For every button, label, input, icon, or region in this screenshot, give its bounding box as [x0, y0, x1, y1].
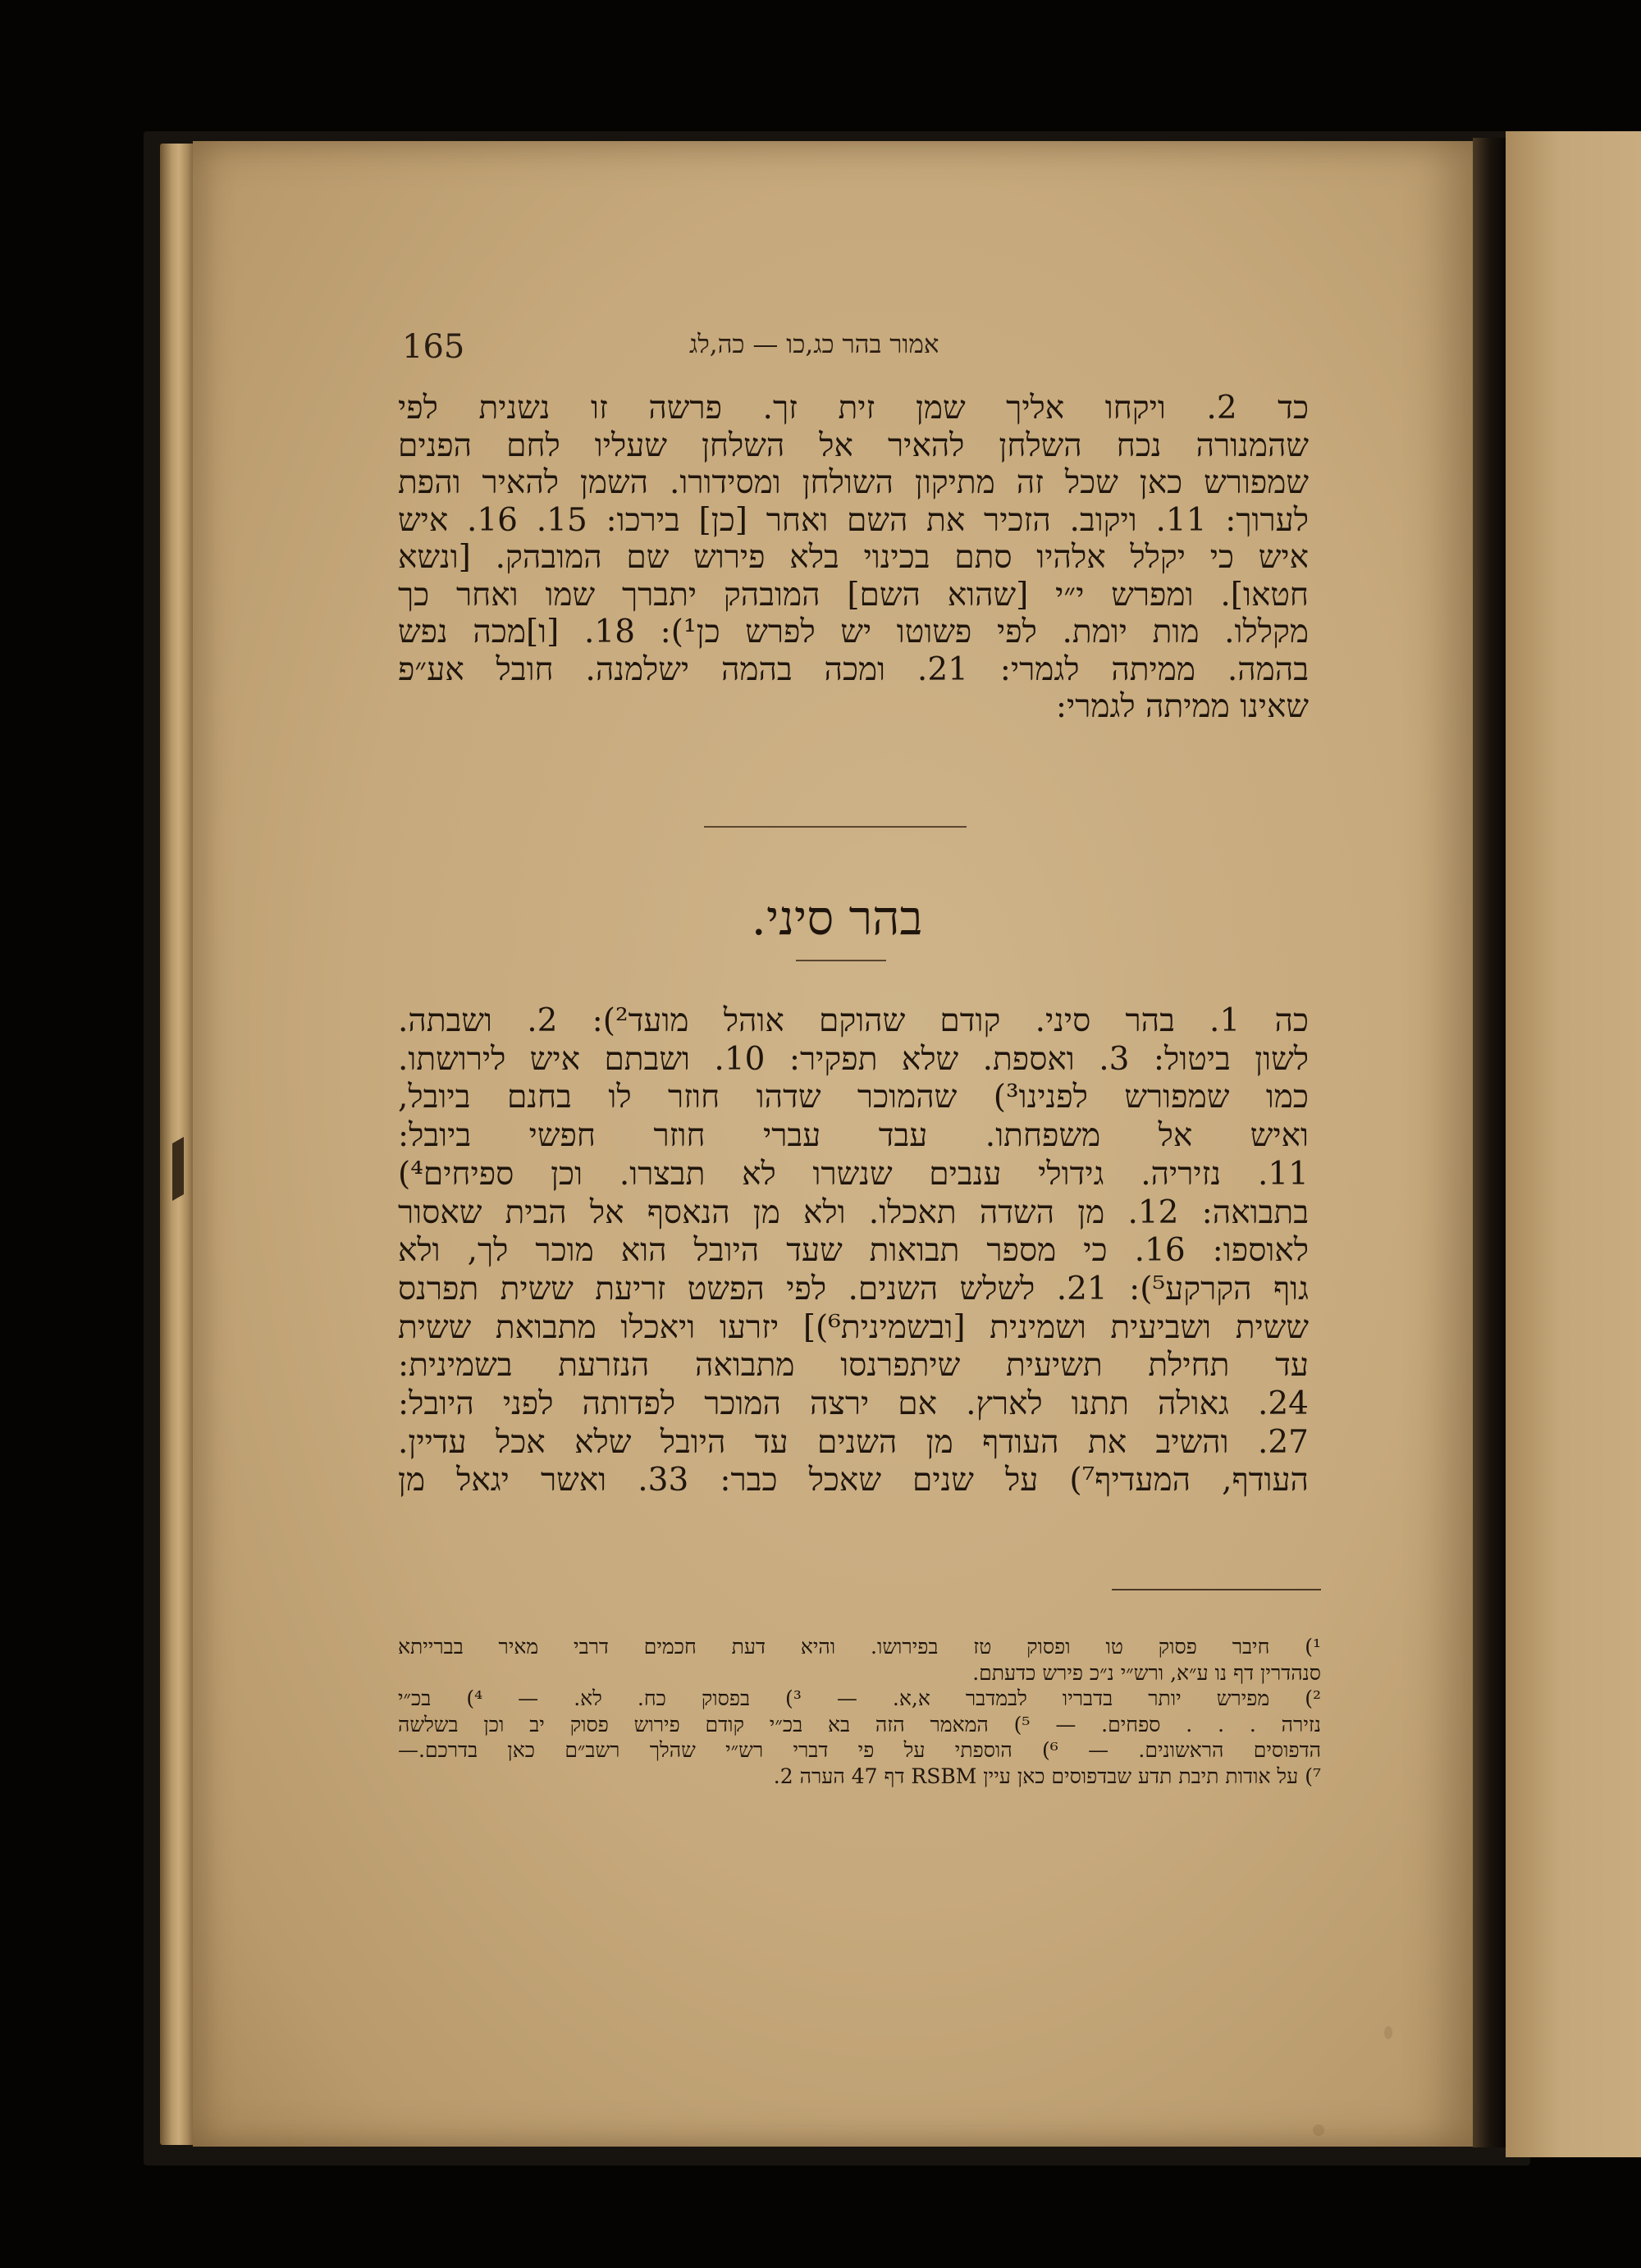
page-number: 165 [402, 328, 465, 366]
footnote-line: נזירה . . . ספחים. — ⁵) המאמר הזה בא בכ״י קודם פירוש פסוק יב וכן בשלשה [398, 1712, 1321, 1736]
footnotes [398, 1634, 1321, 1789]
footnote-line: סנהדרין דף נו ע״א, ורש״י נ״כ פירש כדעתם. [972, 1660, 1321, 1685]
footnote-line: ¹) חיבר פסוק טו ופסוק טז בפירושו. והיא דעת חכמים דרבי מאיר בברייתא [398, 1635, 1321, 1659]
page-tear-mark [172, 1137, 184, 1201]
running-head: אמור בהר כג,כו — כה,לג [689, 330, 939, 359]
text-line: 27. והשיב את העודף מן השנים עד היובל שלא אכל עדיין. [398, 1423, 1309, 1461]
book-gutter [1473, 138, 1506, 2147]
text-line: שהמנורה נכח השלחן להאיר אל השלחן שעליו לחם הפנים [398, 427, 1309, 464]
text-line: לערוך: 11. ויקוב. הזכיר את השם ואחר [כן] בירכו: 15. 16. איש [398, 501, 1309, 539]
footnote-rule [1112, 1589, 1321, 1590]
text-line: גוף הקרקע⁵): 21. לשלש השנים. לפי הפשט זריעת ששית תפרנס [398, 1270, 1309, 1307]
commentary-main [398, 1002, 1309, 1500]
footnote-line: הדפוסים הראשונים. — ⁶) הוספתי על פי דברי רש״י שהלך רשב״ם כאן בדרכם.— [398, 1738, 1321, 1762]
text-line: שמפורש כאן שכל זה מתיקון השולחן ומסידורו. השמן להאיר והפת [398, 464, 1309, 501]
footnote-line: ⁷) על אודות תיבת תדע שבדפוסים כאן עיין RSBM דף 47 הערה 2. [773, 1764, 1321, 1788]
text-line: איש כי יקלל אלהיו סתם בכינוי בלא פירוש שם המובהק. [ונשא [398, 539, 1309, 576]
text-line: לשון ביטול: 3. ואספת. שלא תפקיר: 10. ושבתם איש לירושתו. [398, 1040, 1310, 1078]
text-line: ואיש אל משפחתו. עבד עברי חוזר חפשי ביובל: [398, 1117, 1309, 1155]
text-line: 24. גאולה תתנו לארץ. אם ירצה המוכר לפדותה לפני היובל: [398, 1385, 1309, 1423]
commentary-top [398, 390, 1309, 726]
section-title: בהר סיני. [751, 890, 923, 946]
section-divider [704, 826, 967, 828]
text-line: ששית ושביעית ושמינית [ובשמינית⁶)] יזרעו ויאכלו מתבואת ששית [398, 1308, 1309, 1346]
text-line: חטאו]. ומפרש י״י [שהוא השם] המובהק יתברך שמו ואחר כך [398, 576, 1309, 614]
text-line: העודף, המעדיף⁷) על שנים שאכל כבר: 33. ואשר יגאל מן [398, 1462, 1309, 1499]
text-line: שאינו ממיתה לגמרי: [1055, 688, 1309, 725]
paper-stain [1313, 2124, 1324, 2136]
text-line: בתבואה: 12. מן השדה תאכלו. ולא מן הנאסף אל הבית שאסור [398, 1193, 1309, 1231]
title-underline [796, 960, 886, 961]
text-line: עד תחילת תשיעית שיתפרנסו מתבואה הנזרעת בשמינית: [398, 1347, 1309, 1385]
footnote-line: ²) מפירש יותר בדבריו לבמדבר א,א. — ³) בפסוק כח. לא. — ⁴) בכ״י [398, 1686, 1321, 1710]
text-line: מקללו. מות יומת. לפי פשוטו יש לפרש כן¹): 18. [ו]מכה נפש [398, 614, 1309, 650]
text-line: כמו שמפורש לפנינו³) שהמוכר שדהו חוזר לו בחנם ביובל, [398, 1079, 1309, 1116]
text-line: כה 1. בהר סיני. קודם שהוקם אוהל מועד²): 2. ושבתה. [398, 1002, 1309, 1039]
text-line: כד 2. ויקחו אליך שמן זית זך. פרשה זו נשנית לפי [398, 390, 1310, 427]
text-line: לאוספו: 16. כי מספר תבואות שעד היובל הוא מוכר לך, ולא [398, 1232, 1310, 1270]
text-line: בהמה. ממיתה לגמרי: 21. ומכה בהמה ישלמנה. חובל אע״פ [398, 650, 1309, 688]
text-line: 11. נזיריה. גידולי ענבים שנשרו לא תבצרו. וכן ספיחים⁴) [398, 1155, 1309, 1193]
facing-page [1506, 131, 1641, 2157]
paper-stain [1384, 2026, 1392, 2039]
